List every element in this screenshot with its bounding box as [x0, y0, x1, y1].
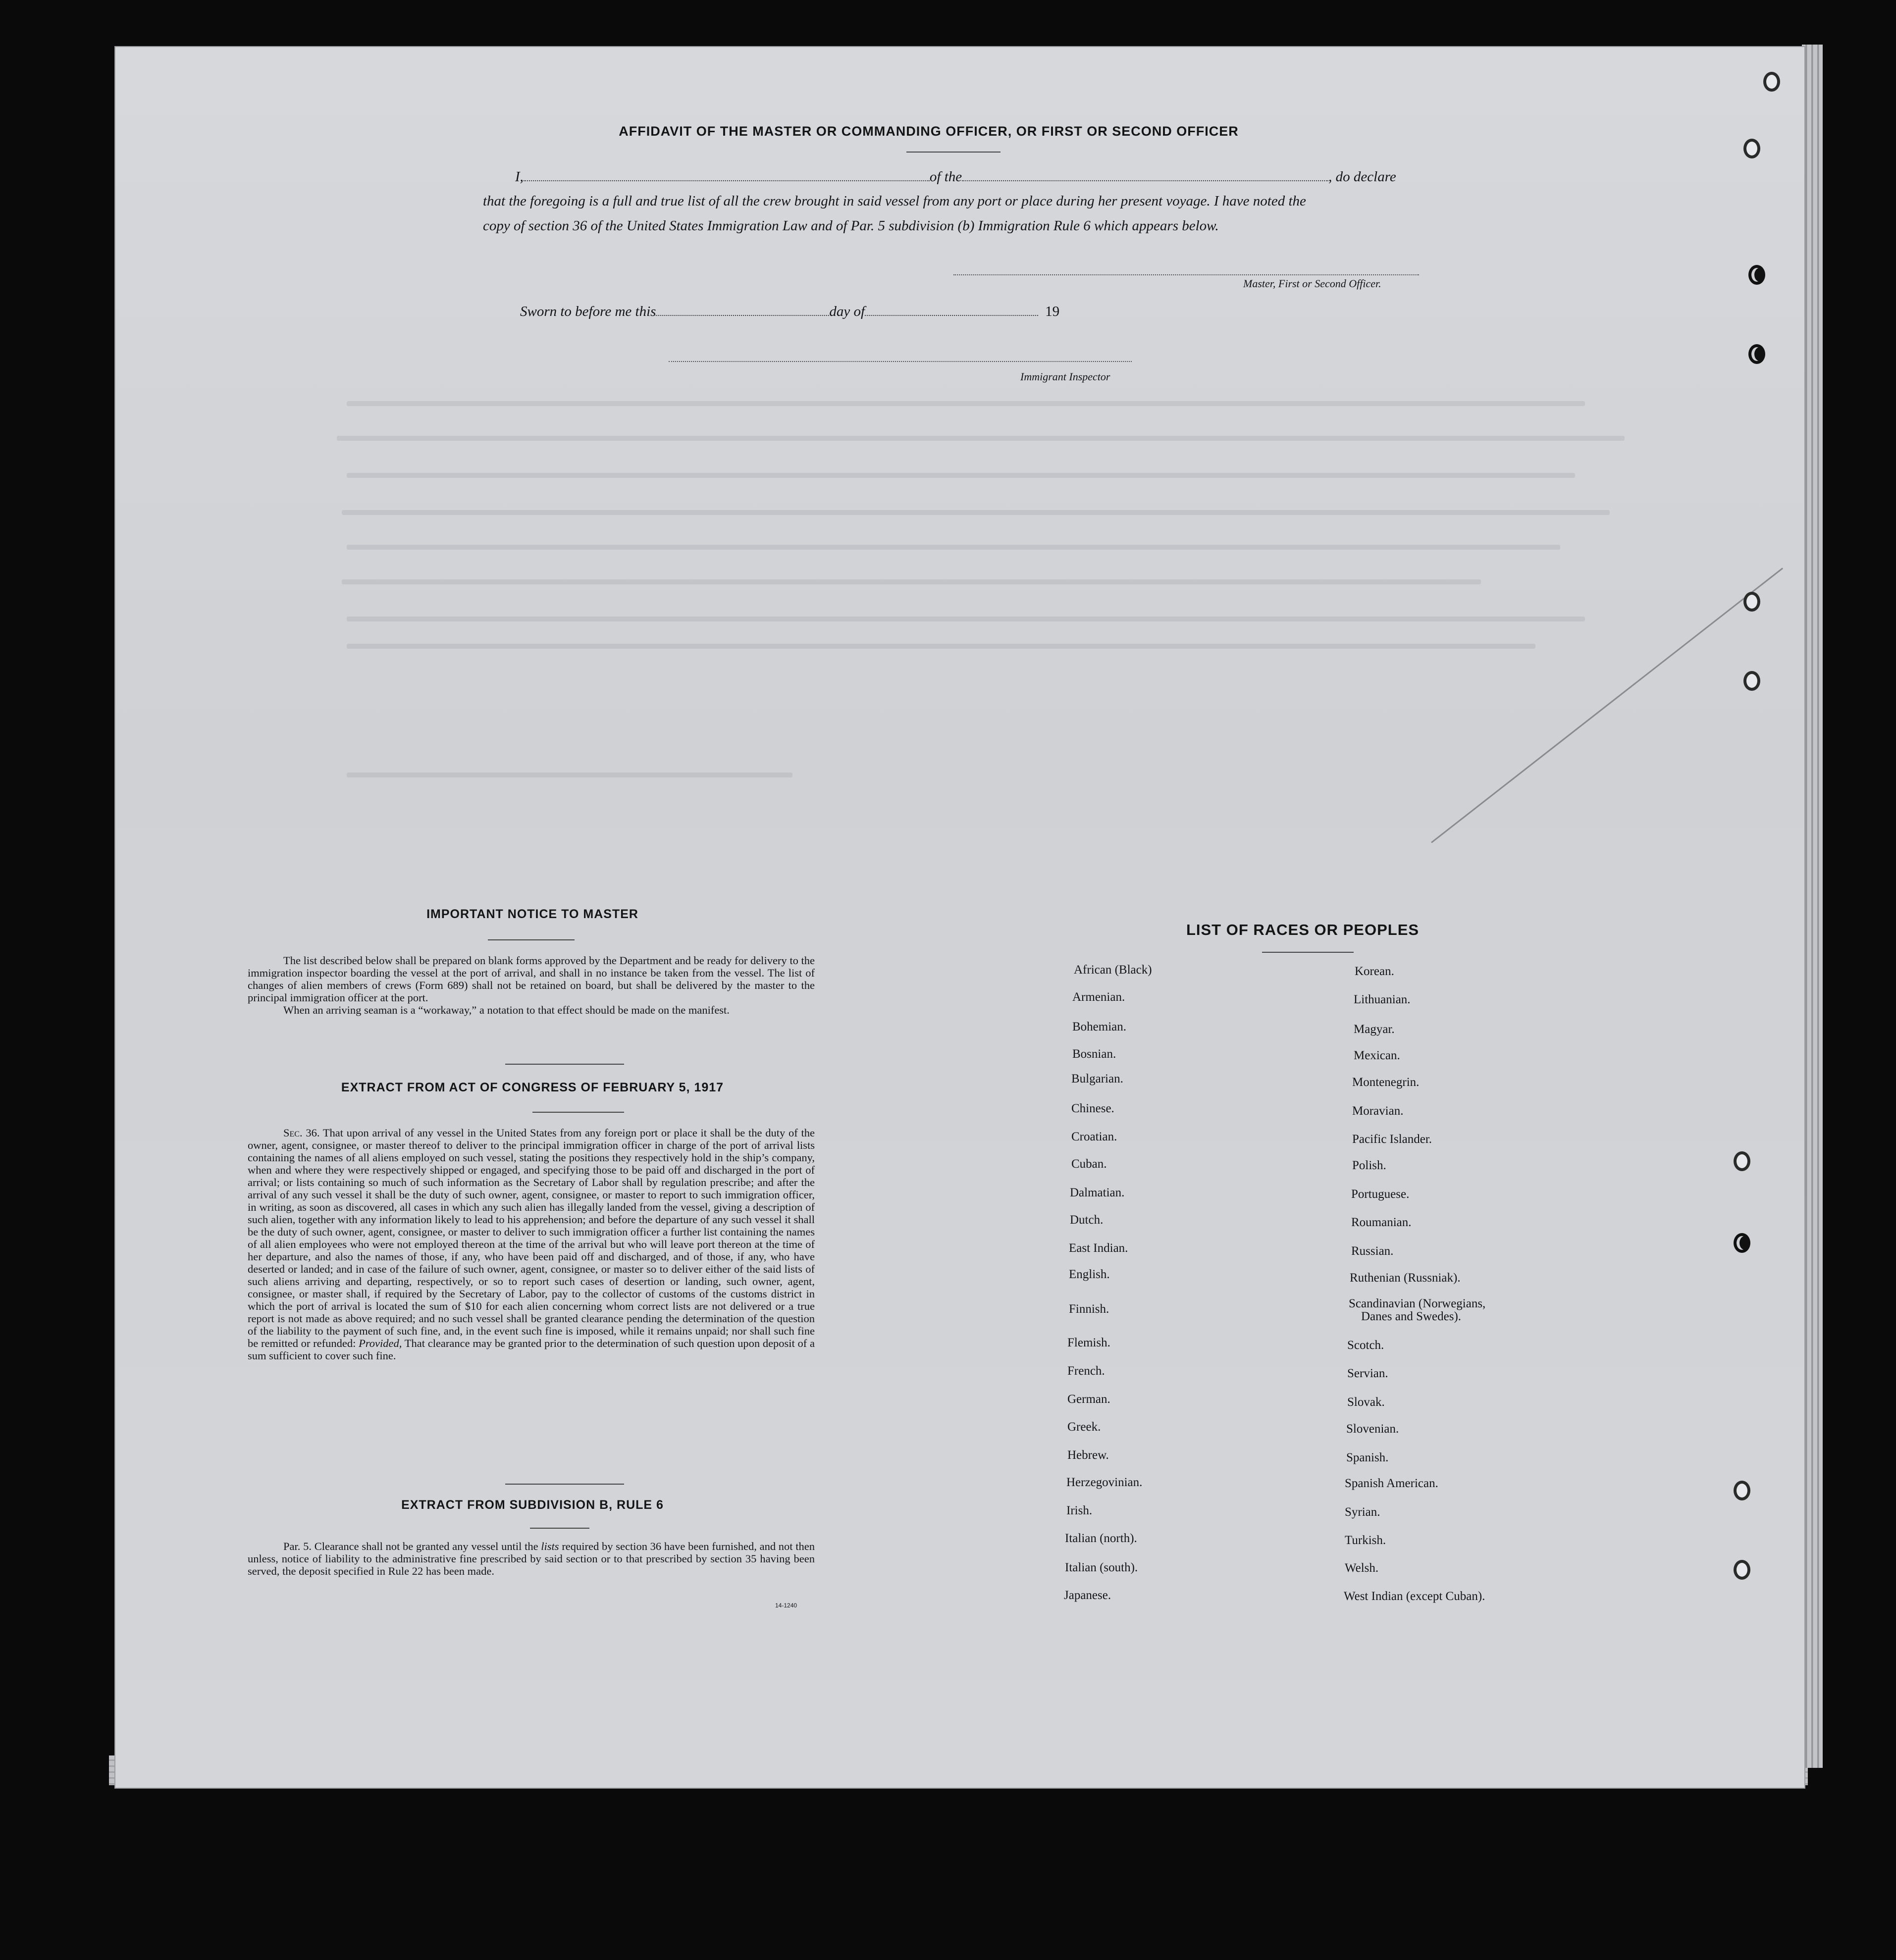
master-signature-label: Master, First or Second Officer.: [1243, 277, 1381, 290]
notice-end-rule: [505, 1064, 624, 1065]
race-item: Bulgarian.: [1071, 1072, 1123, 1085]
affidavit-of-the: of the: [929, 169, 962, 185]
race-item: Finnish.: [1069, 1302, 1109, 1316]
affidavit-declaration-line: I, of the , do declare: [515, 169, 1396, 185]
form-number: 14-1240: [775, 1602, 797, 1609]
section-36-text-end: That clearance may be granted prior to the determination of such question upon deposit of a sum sufficient to cover such fine.: [248, 1337, 815, 1362]
affidavit-i: I,: [515, 169, 524, 185]
notice-title-rule: [488, 939, 575, 940]
provided-word: Provided,: [359, 1337, 402, 1349]
race-item: Dutch.: [1070, 1213, 1104, 1227]
master-signature-line[interactable]: [953, 273, 1419, 275]
inspector-signature-line[interactable]: [669, 360, 1132, 362]
race-item: French.: [1067, 1364, 1105, 1378]
rule-extract-title: EXTRACT FROM SUBDIVISION B, RULE 6: [401, 1498, 664, 1512]
race-item: Slovak.: [1347, 1395, 1385, 1409]
sworn-text: Sworn to before me this: [520, 304, 656, 319]
race-item: Bohemian.: [1072, 1020, 1127, 1033]
race-item: Spanish American.: [1345, 1477, 1438, 1490]
affidavit-line-3: copy of section 36 of the United States Immigration Law and of Par. 5 subdivision (b) Immigration Rule 6 which appears below.: [483, 218, 1219, 234]
race-item: Magyar.: [1354, 1023, 1395, 1036]
race-item: Bosnian.: [1072, 1047, 1116, 1061]
notice-paragraph-1: The list described below shall be prepared on blank forms approved by the Department and be ready for delivery to the immigration inspector boarding the vessel at the port of arrival, and shall in no instance be taken from the vessel. The list of changes of alien members of crews (Form 689) shall not be retained on board, but shall be delivered by the master to the principal immigration officer at the port.: [248, 954, 815, 1004]
race-item: Slovenian.: [1346, 1422, 1399, 1436]
page-stack-right-edge: [1802, 45, 1823, 1768]
rule-extract-body: [248, 1540, 815, 1577]
race-item: Mexican.: [1354, 1049, 1400, 1062]
race-item: Turkish.: [1345, 1534, 1386, 1547]
race-item: Herzegovinian.: [1066, 1476, 1143, 1489]
race-item: English.: [1069, 1268, 1110, 1281]
affidavit-line-2: that the foregoing is a full and true list of all the crew brought in said vessel from any port or place during her present voyage. I have noted the: [483, 193, 1306, 209]
race-item: East Indian.: [1069, 1241, 1128, 1255]
rule-text-a: Par. 5. Clearance shall not be granted any vessel until the: [283, 1540, 538, 1552]
race-item: Polish.: [1352, 1159, 1386, 1172]
race-item: Hebrew.: [1067, 1448, 1109, 1462]
race-item: Roumanian.: [1351, 1216, 1412, 1229]
race-item: Korean.: [1355, 965, 1394, 978]
race-item: Japanese.: [1064, 1589, 1111, 1602]
race-item: Italian (south).: [1065, 1561, 1138, 1574]
race-item: Italian (north).: [1065, 1532, 1137, 1545]
race-item: African (Black): [1074, 963, 1152, 977]
race-item: Flemish.: [1067, 1336, 1110, 1349]
sworn-month-field[interactable]: [865, 303, 1038, 316]
inspector-signature-label: Immigrant Inspector: [1020, 370, 1110, 383]
sworn-line: [520, 303, 1059, 320]
races-title: LIST OF RACES OR PEOPLES: [1186, 921, 1420, 938]
notice-paragraph-2: When an arriving seaman is a “workaway,” a notation to that effect should be made on the manifest.: [283, 1004, 730, 1016]
race-item: Croatian.: [1071, 1130, 1117, 1143]
act-extract-body: [248, 1127, 815, 1362]
race-item: Dalmatian.: [1070, 1186, 1125, 1199]
rule-lists-word: lists: [541, 1540, 559, 1552]
section-label: Sec. 36.: [283, 1127, 320, 1139]
act-extract-title-rule: [532, 1112, 624, 1113]
race-item: Portuguese.: [1351, 1187, 1410, 1201]
race-item: Scandinavian (Norwegians, Danes and Swedes).: [1349, 1297, 1486, 1323]
notice-title: IMPORTANT NOTICE TO MASTER: [426, 907, 638, 921]
sworn-day-of: day of: [829, 304, 865, 319]
affidavit-title-rule: [906, 152, 1001, 153]
vessel-name-field[interactable]: [962, 168, 1328, 181]
master-name-field[interactable]: [524, 168, 930, 181]
race-item: Russian.: [1351, 1244, 1394, 1258]
affidavit-do-declare: do declare: [1335, 169, 1396, 185]
race-item: Armenian.: [1072, 990, 1125, 1004]
race-item: Lithuanian.: [1354, 993, 1411, 1006]
notice-body: [248, 954, 815, 1016]
race-item: Syrian.: [1345, 1505, 1380, 1519]
race-item: Servian.: [1347, 1367, 1388, 1380]
race-item: Cuban.: [1071, 1157, 1107, 1171]
race-item: Montenegrin.: [1352, 1076, 1420, 1089]
race-item: Moravian.: [1352, 1104, 1404, 1118]
race-item: Spanish.: [1346, 1451, 1389, 1464]
race-item: West Indian (except Cuban).: [1344, 1590, 1485, 1603]
race-item: German.: [1067, 1393, 1110, 1406]
race-item: Greek.: [1067, 1420, 1101, 1434]
race-item: Ruthenian (Russniak).: [1350, 1271, 1461, 1285]
act-extract-end-rule: [505, 1484, 624, 1485]
races-title-rule: [1262, 952, 1354, 953]
race-item: Chinese.: [1071, 1102, 1114, 1115]
act-extract-title: EXTRACT FROM ACT OF CONGRESS OF FEBRUARY 5, 1917: [341, 1081, 724, 1094]
race-item: Pacific Islander.: [1352, 1133, 1432, 1146]
sworn-day-field[interactable]: [656, 303, 829, 316]
race-item: Scotch.: [1347, 1339, 1384, 1352]
section-36-text: That upon arrival of any vessel in the United States from any foreign port or place it shall be the duty of the owner, agent, consignee, or master thereof to deliver to the principal immigration officer in charge of the port of arrival lists containing the names of all aliens employed on such vessel, stating the positions they respectively hold in the ship’s company, when and where they were respectively shipped or engaged, and specifying those to be paid off and discharged in the port of arrival; or lists containing so much of such information as the Secretary of Labor shall by regulation prescribe; and after the arrival of any such vessel it shall be the duty of such owner, agent, consignee, or master to report to such immigration officer, in writing, as soon as discovered, all cases in which any such alien has illegally landed from the vessel, giving a description of such alien, together with any information likely to lead to his apprehension; and before the departure of any such vessel it shall be the duty of such owner, agent, consignee, or master to deliver to such immigration officer a further list containing the names of all alien employees who were not employed thereon at the time of the arrival but who will leave port thereon at the time of her departure, and also the names of those, if any, who have been paid off and discharged, and of those, if any, who have deserted or landed; and in case of the failure of such owner, agent, consignee, or master so to deliver either of the said lists of such aliens arriving and departing, respectively, or so to report such cases of desertion or landing, such owner, agent, consignee, or master shall, if required by the Secretary of Labor, pay to the collector of customs of the customs district in which the port of arrival is located the sum of $10 for each alien concerning whom correct lists are not delivered or a true report is not made as above required; and no such vessel shall be granted clearance pending the determination of the question of the liability to the payment of such fine, and, in the event such fine is imposed, while it remains unpaid; nor shall such fine be remitted or refunded:: [248, 1127, 815, 1349]
affidavit-title: AFFIDAVIT OF THE MASTER OR COMMANDING OFFICER, OR FIRST OR SECOND OFFICER: [619, 124, 1239, 139]
rule-extract-title-rule: [530, 1528, 589, 1529]
race-item: Welsh.: [1345, 1561, 1379, 1575]
rule-text-b: required by section 36 have been furnished, and not then unless, notice of liability to the administrative fine prescribed by said section or to that prescribed by section 35 having been served, the deposit specified in Rule 22 has been made.: [248, 1540, 815, 1577]
race-item: Irish.: [1066, 1504, 1093, 1517]
sworn-year: 19: [1045, 304, 1060, 319]
